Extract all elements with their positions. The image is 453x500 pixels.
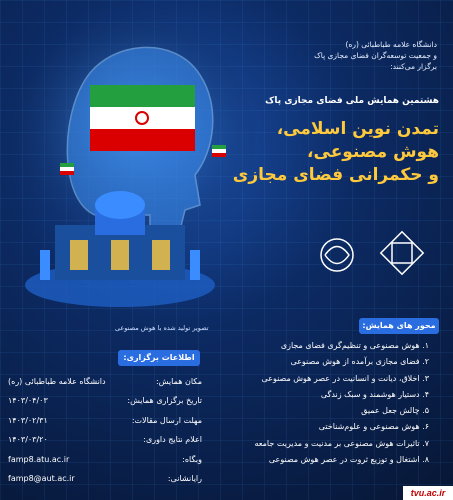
info-value: ۱۴۰۳/۰۳/۲۰ (8, 435, 48, 445)
organizers-intro (247, 40, 437, 73)
organizer-logos (309, 230, 429, 290)
ai-image-caption: تصویر تولید شده با هوش مصنوعی (115, 324, 209, 332)
axes-list (219, 338, 429, 468)
info-row (8, 391, 202, 410)
intro-line: دانشگاه علامه طباطبائی (ره) (345, 40, 437, 49)
list-item: ۱. هوش مصنوعی و تنظیم‌گری فضای مجازی (280, 341, 429, 350)
list-item: ۸. اشتغال و توزیع ثروت در عصر هوش مصنوعی (268, 455, 429, 465)
info-value: دانشگاه علامه طباطبائی (ره) (8, 377, 106, 386)
info-row (8, 411, 202, 430)
title-line: هوش مصنوعی، (307, 141, 439, 162)
list-item: ۶. هوش مصنوعی و علوم‌شناختی (318, 422, 429, 432)
axes-heading: محور های همایش: (359, 318, 439, 334)
info-label: اعلام نتایج داوری: (143, 435, 202, 445)
email-link[interactable]: famp8@aut.ac.ir (8, 474, 75, 484)
university-logo (381, 232, 423, 274)
list-item: ۵. چالش جعل عمیق (361, 406, 429, 416)
info-value: ۱۴۰۳/۰۴/۰۳ (8, 396, 48, 406)
info-label: تاریخ برگزاری همایش: (127, 396, 202, 406)
website-link[interactable]: famp8.atu.ac.ir (8, 454, 70, 464)
conference-subtitle: هشتمین همایش ملی فضای مجازی پاک (265, 96, 439, 106)
event-info (8, 372, 202, 488)
info-label: مکان همایش: (156, 377, 202, 386)
list-item: ۴. دستیار هوشمند و سبک زندگی (320, 389, 429, 399)
info-row (8, 450, 202, 469)
conference-title (209, 118, 439, 187)
info-row (8, 430, 202, 449)
title-line: تمدن نوین اسلامی، (276, 119, 439, 139)
info-row (8, 469, 202, 488)
association-logo (321, 239, 353, 271)
info-heading: اطلاعات برگزاری: (118, 350, 200, 366)
site-watermark: tvu.ac.ir (403, 486, 453, 500)
info-label: وبگاه: (182, 454, 202, 464)
list-item: ۳. اخلاق، دیانت و انسانیت در عصر هوش مصنوعی (261, 373, 429, 383)
intro-line: برگزار می‌کنند: (390, 61, 437, 71)
list-item: ۲. فضای مجازی برآمده از هوش مصنوعی (290, 357, 429, 367)
info-value: ۱۴۰۳/۰۲/۳۱ (8, 415, 48, 425)
title-line: و حکمرانی فضای مجازی (232, 164, 439, 185)
info-label: مهلت ارسال مقالات: (131, 415, 202, 425)
info-row (8, 372, 202, 391)
intro-line: و جمعیت توسعه‌گران فضای مجازی پاک (314, 50, 437, 60)
info-label: رایانشانی: (167, 474, 202, 484)
list-item: ۷. تاثیرات هوش مصنوعی بر مدنیت و مدیریت جامعه (254, 438, 429, 448)
